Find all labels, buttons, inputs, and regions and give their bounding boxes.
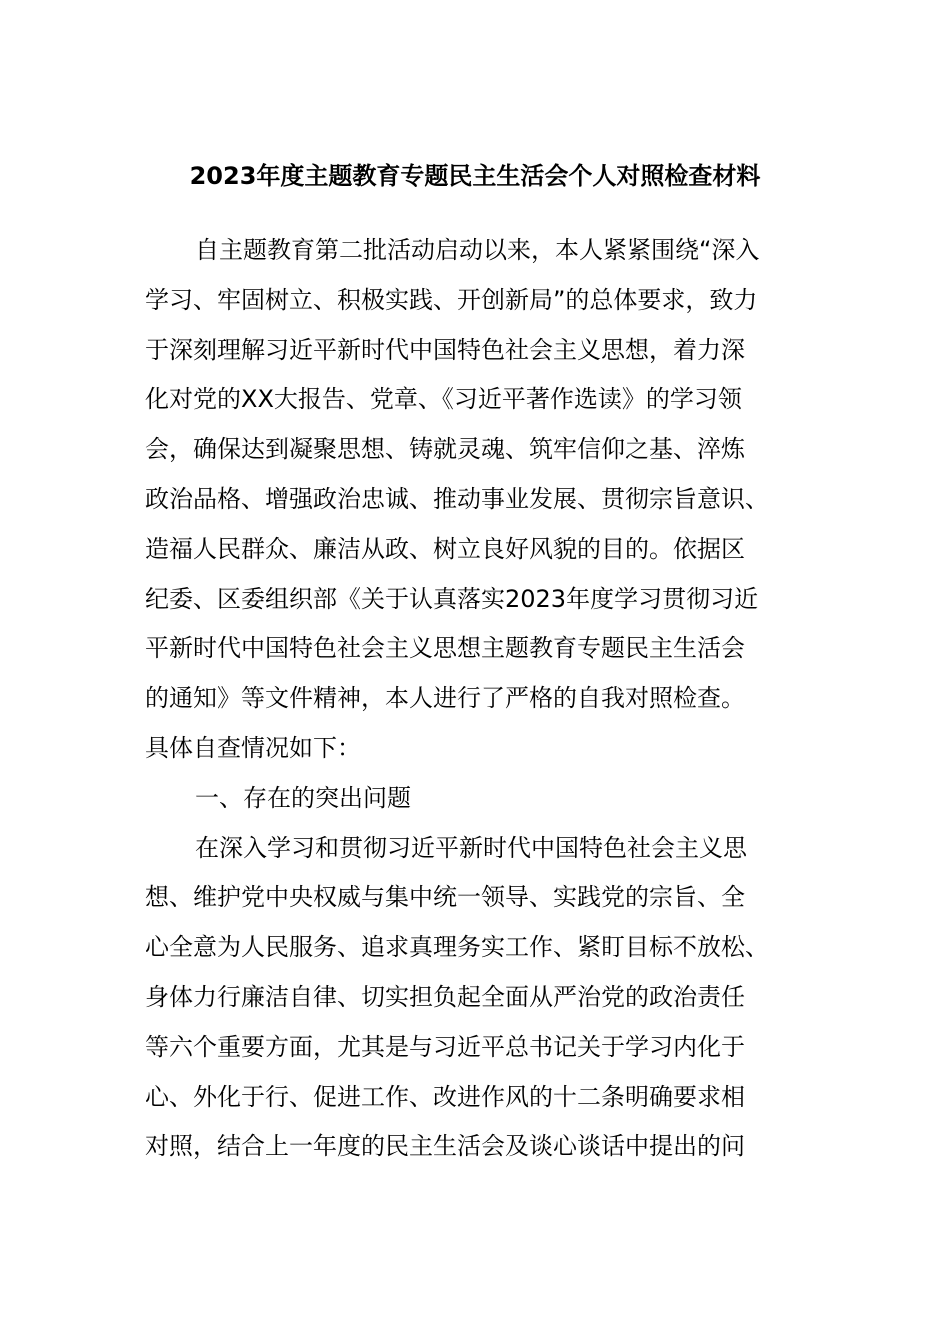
- paragraph-line: 于深刻理解习近平新时代中国特色社会主义思想，着力深: [145, 335, 745, 364]
- paragraph-line: 政治品格、增强政治忠诚、推动事业发展、贯彻宗旨意识、: [145, 484, 769, 513]
- paragraph-line: 具体自查情况如下：: [145, 733, 361, 762]
- paragraph-line: 对照，结合上一年度的民主生活会及谈心谈话中提出的问: [145, 1132, 745, 1161]
- paragraph-line: 想、维护党中央权威与集中统一领导、实践党的宗旨、全: [145, 883, 745, 912]
- paragraph-line: 平新时代中国特色社会主义思想主题教育专题民主生活会: [145, 634, 745, 663]
- document-title: 2023年度主题教育专题民主生活会个人对照检查材料: [189, 162, 761, 190]
- paragraph-line: 身体力行廉洁自律、切实担负起全面从严治党的政治责任: [145, 982, 745, 1011]
- paragraph-line: 会，确保达到凝聚思想、铸就灵魂、筑牢信仰之基、淬炼: [145, 435, 745, 464]
- paragraph-line: 自主题教育第二批活动启动以来，本人紧紧围绕“深入: [195, 236, 760, 264]
- paragraph-line: 纪委、区委组织部《关于认真落实2023年度学习贯彻习近: [145, 584, 759, 613]
- paragraph-line: 化对党的XX大报告、党章、《习近平著作选读》的学习领: [145, 385, 742, 414]
- paragraph-line: 等六个重要方面，尤其是与习近平总书记关于学习内化于: [145, 1032, 745, 1061]
- paragraph-line: 心、外化于行、促进工作、改进作风的十二条明确要求相: [145, 1082, 745, 1111]
- paragraph-line: 的通知》等文件精神，本人进行了严格的自我对照检查。: [145, 684, 745, 713]
- paragraph-line: 心全意为人民服务、追求真理务实工作、紧盯目标不放松、: [145, 933, 769, 962]
- section-heading: 一、存在的突出问题: [195, 783, 411, 812]
- paragraph-line: 在深入学习和贯彻习近平新时代中国特色社会主义思: [195, 833, 747, 862]
- document-body: [145, 226, 815, 1172]
- paragraph-line: 学习、牢固树立、积极实践、开创新局”的总体要求，致力: [145, 285, 758, 314]
- paragraph-line: 造福人民群众、廉洁从政、树立良好风貌的目的。依据区: [145, 534, 745, 563]
